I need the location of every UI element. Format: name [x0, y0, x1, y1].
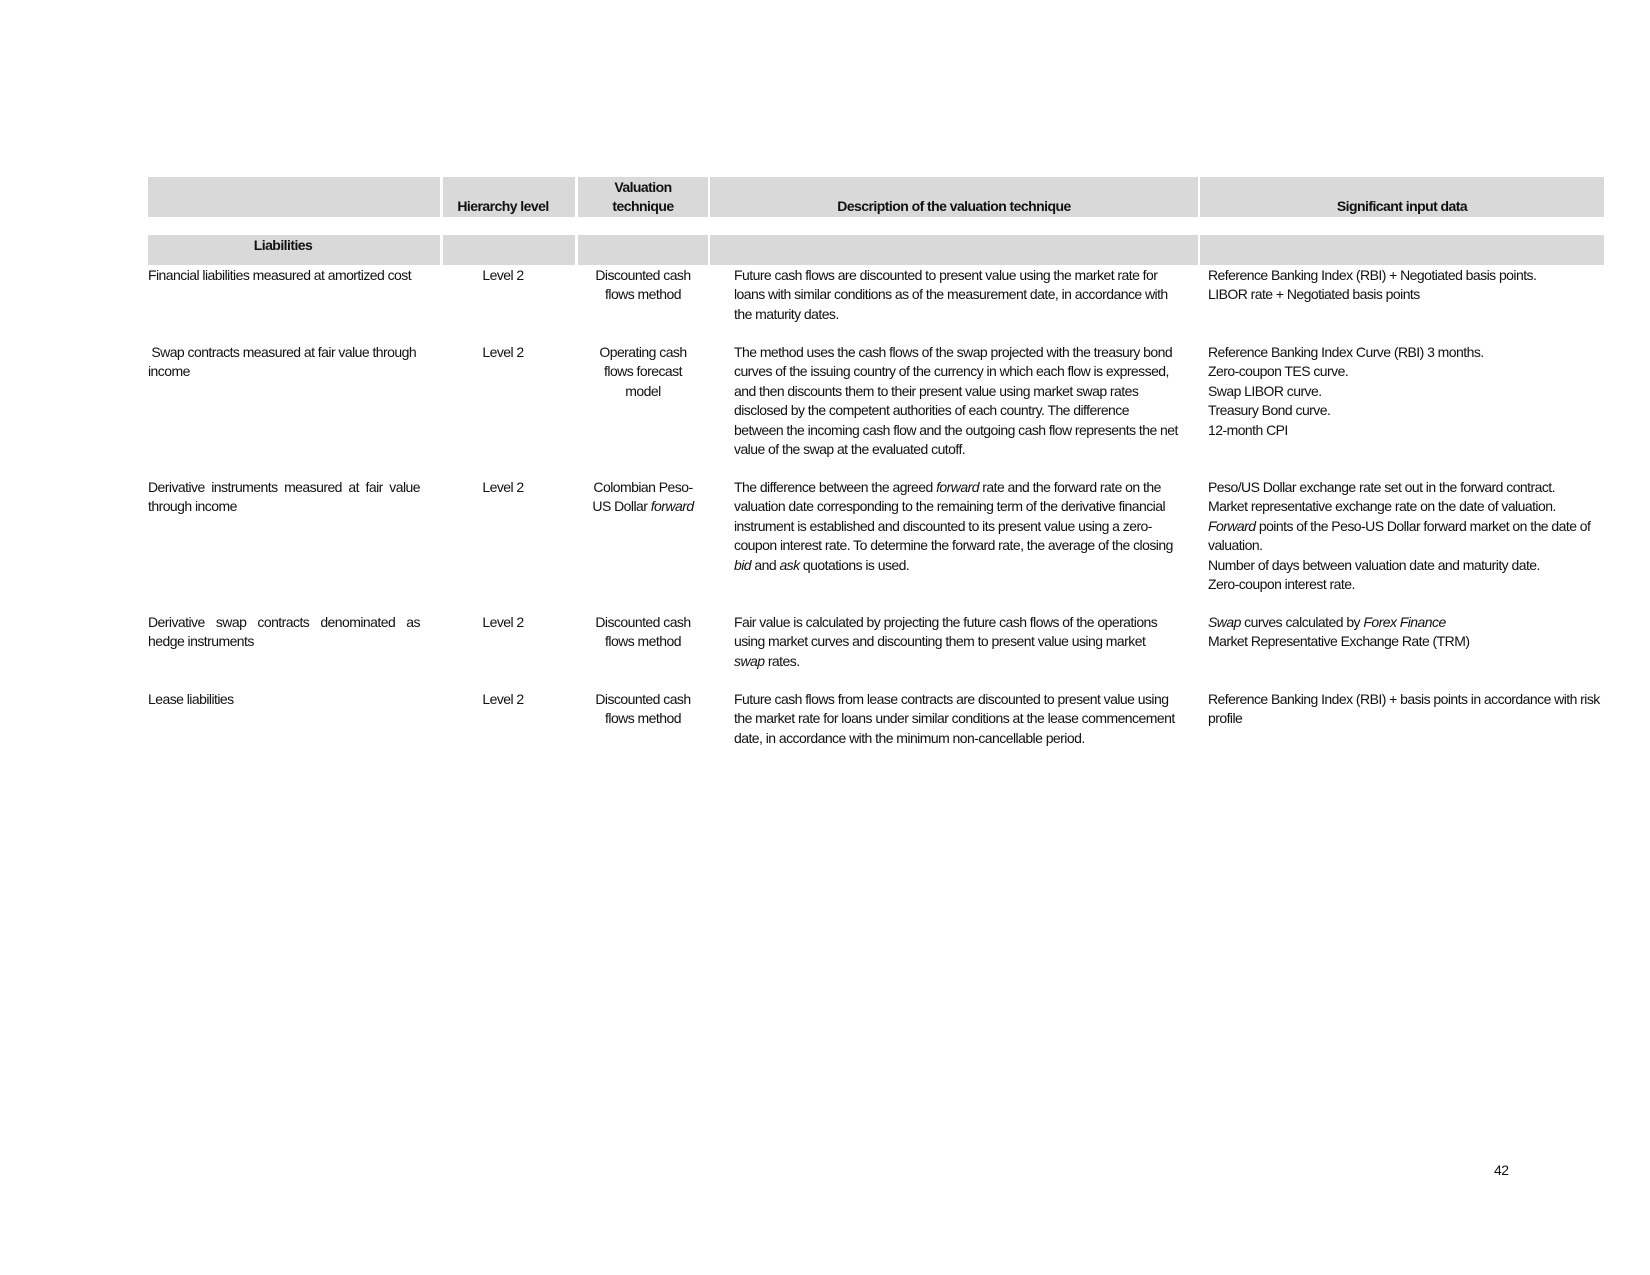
section-cell — [710, 235, 1198, 265]
input-line: Number of days between valuation date and maturity date. — [1208, 556, 1540, 573]
input-line: Market representative exchange rate on the date of valuation. — [1208, 498, 1556, 515]
desc-seg-italic: bid — [734, 556, 752, 573]
section-cell — [1200, 235, 1604, 265]
desc-seg-italic: forward — [936, 479, 979, 495]
row-level: Level 2 — [482, 691, 524, 707]
technique-italic: forward — [650, 498, 694, 515]
row-inputs — [1208, 266, 1608, 305]
desc-seg-italic: ask — [779, 556, 800, 573]
row-item: Financial liabilities measured at amortized cost — [148, 267, 412, 283]
row-technique: Discounted cash flows method — [595, 691, 691, 727]
row-description: Future cash flows are discounted to present value using the market rate for loans with similar conditions as of the measurement date, in accordance with the maturity dates. — [734, 267, 1168, 322]
row-item: Swap contracts measured at fair value through income — [148, 344, 420, 380]
row-inputs — [1208, 343, 1608, 440]
row-technique: Operating cash flows forecast model — [599, 344, 687, 399]
input-line — [1208, 613, 1608, 632]
row-item: Derivative instruments measured at fair value through income — [148, 479, 420, 515]
row-inputs: Reference Banking Index (RBI) + basis points in accordance with risk profile — [1208, 691, 1600, 727]
desc-seg: quotations is used. — [799, 556, 910, 573]
row-description: The method uses the cash flows of the swap projected with the treasury bond curves of the issuing country of the currency in which each flow is expressed, and then discounts them to their present value using market swap rates disclosed by the competent authorities of each country. The difference between the incoming cash flow and the outgoing cash flow represents the net value of the swap at the evaluated cutoff. — [734, 344, 1178, 458]
input-line: Zero-coupon interest rate. — [1208, 576, 1355, 593]
header-description: Description of the valuation technique — [837, 198, 1071, 214]
page-number: 42 — [1494, 1162, 1509, 1178]
input-line: 12-month CPI — [1208, 421, 1288, 438]
header-cell-item — [148, 177, 440, 217]
header-significant-input: Significant input data — [1336, 198, 1468, 214]
row-level: Level 2 — [482, 479, 524, 495]
input-line — [1208, 517, 1608, 556]
row-technique — [578, 478, 708, 517]
row-description — [734, 478, 1179, 575]
section-cell — [443, 235, 575, 265]
row-description: Future cash flows from lease contracts are discounted to present value using the market rate for loans under similar conditions at the lease commencement date, in accordance with the minimum non-cancellable period. — [734, 691, 1175, 746]
input-line: LIBOR rate + Negotiated basis points — [1208, 286, 1420, 303]
desc-seg: Fair value is calculated by projecting the future cash flows of the operations using market curves and discounting them to present value using market — [734, 614, 1158, 650]
input-line: Peso/US Dollar exchange rate set out in the forward contract. — [1208, 479, 1555, 495]
input-italic: Forex Finance — [1363, 614, 1446, 630]
desc-seg: rate and the forward rate on the valuation date corresponding to the remaining term of the derivative financial instrument is established and discounted to its present value using a zero-coupon interest rate. To determine the forward rate, the average of the closing — [734, 479, 1173, 554]
technique-text: Colombian Peso-US Dollar — [592, 479, 693, 515]
header-hierarchy-level: Hierarchy level — [457, 198, 549, 214]
input-line: Swap LIBOR curve. — [1208, 382, 1322, 399]
desc-seg: and — [751, 556, 780, 573]
desc-seg-italic: swap — [734, 652, 765, 669]
header-valuation-technique — [578, 178, 708, 217]
input-italic: Forward — [1208, 517, 1256, 534]
row-description — [734, 613, 1179, 671]
row-inputs — [1208, 613, 1608, 652]
section-cell — [578, 235, 708, 265]
input-text: curves calculated by — [1240, 614, 1364, 630]
input-line: Treasury Bond curve. — [1208, 402, 1331, 419]
input-line: Reference Banking Index (RBI) + Negotiated basis points. — [1208, 267, 1537, 283]
header-technique-line1: Valuation — [614, 179, 672, 195]
row-item: Derivative swap contracts denominated as hedge instruments — [148, 614, 420, 650]
desc-seg: rates. — [764, 652, 800, 669]
input-line: Reference Banking Index Curve (RBI) 3 months. — [1208, 344, 1484, 360]
input-italic: Swap — [1208, 614, 1241, 630]
input-text: points of the Peso-US Dollar forward market on the date of valuation. — [1208, 517, 1591, 554]
input-line: Zero-coupon TES curve. — [1208, 363, 1349, 380]
row-technique: Discounted cash flows method — [595, 267, 691, 303]
row-technique: Discounted cash flows method — [595, 614, 691, 650]
section-label-liabilities: Liabilities — [253, 237, 313, 253]
input-line: Market Representative Exchange Rate (TRM) — [1208, 633, 1470, 650]
row-level: Level 2 — [482, 614, 524, 630]
row-inputs — [1208, 478, 1608, 594]
header-technique-line2: technique — [612, 198, 674, 215]
row-level: Level 2 — [482, 267, 524, 283]
desc-seg: The difference between the agreed — [734, 479, 937, 495]
row-level: Level 2 — [482, 344, 524, 360]
row-item: Lease liabilities — [148, 691, 234, 707]
